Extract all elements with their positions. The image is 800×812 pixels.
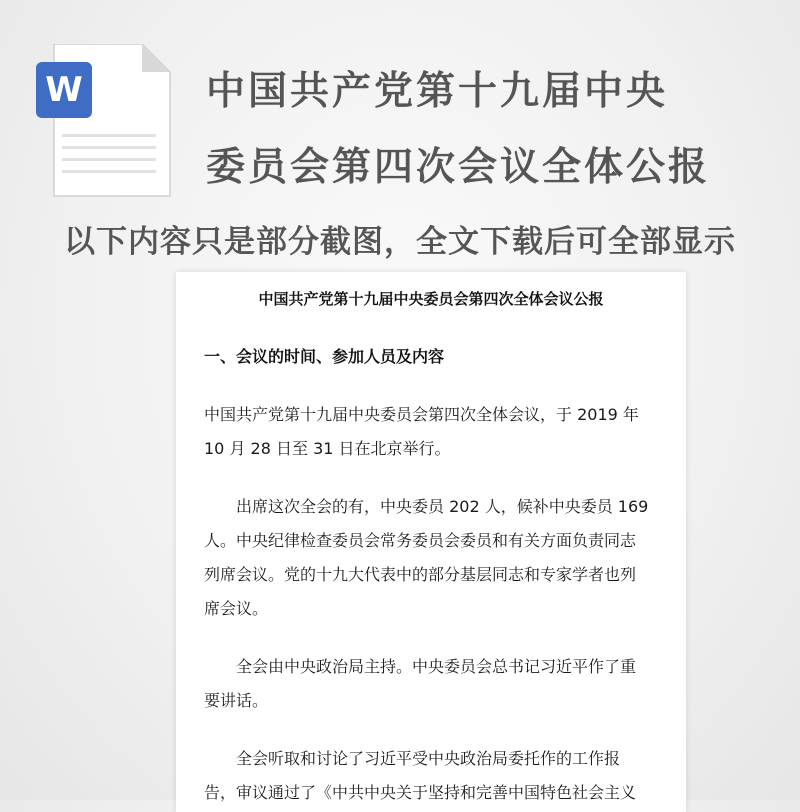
paragraph-1 xyxy=(204,398,666,466)
preview-notice: 以下内容只是部分截图，全文下载后可全部显示 xyxy=(64,224,736,260)
paragraph-line: 要讲话。 xyxy=(204,691,269,710)
paragraph-line: 全会听取和讨论了习近平受中央政治局委托作的工作报 xyxy=(236,749,621,768)
paragraph-line: 出席这次全会的有，中央委员 202 人，候补中央委员 169 xyxy=(236,497,649,516)
wps-writer-badge-icon: W xyxy=(36,62,92,118)
word-document-icon xyxy=(36,44,176,200)
paragraph-2 xyxy=(204,490,666,626)
hero-title-line-1: 中国共产党第十九届中央 xyxy=(206,69,669,114)
paragraph-line: 中国共产党第十九届中央委员会第四次全体会议，于 2019 年 xyxy=(204,405,639,424)
paragraph-line: 席会议。 xyxy=(204,599,269,618)
paragraph-3 xyxy=(204,650,666,718)
section-heading: 一、会议的时间、参加人员及内容 xyxy=(204,347,445,366)
document-preview-page xyxy=(176,272,686,812)
paragraph-line: 人。中央纪律检查委员会常务委员会委员和有关方面负责同志 xyxy=(204,531,637,550)
hero-title xyxy=(206,54,796,206)
paragraph-line: 告，审议通过了《中共中央关于坚持和完善中国特色社会主义 xyxy=(204,783,637,802)
document-title: 中国共产党第十九届中央委员会第四次全体会议公报 xyxy=(258,290,604,308)
hero-title-line-2: 委员会第四次会议全体公报 xyxy=(206,145,711,190)
paragraph-line: 列席会议。党的十九大代表中的部分基层同志和专家学者也列 xyxy=(204,565,637,584)
paragraph-line: 全会由中央政治局主持。中央委员会总书记习近平作了重 xyxy=(236,657,637,676)
paragraph-line: 10 月 28 日至 31 日在北京举行。 xyxy=(204,439,451,458)
